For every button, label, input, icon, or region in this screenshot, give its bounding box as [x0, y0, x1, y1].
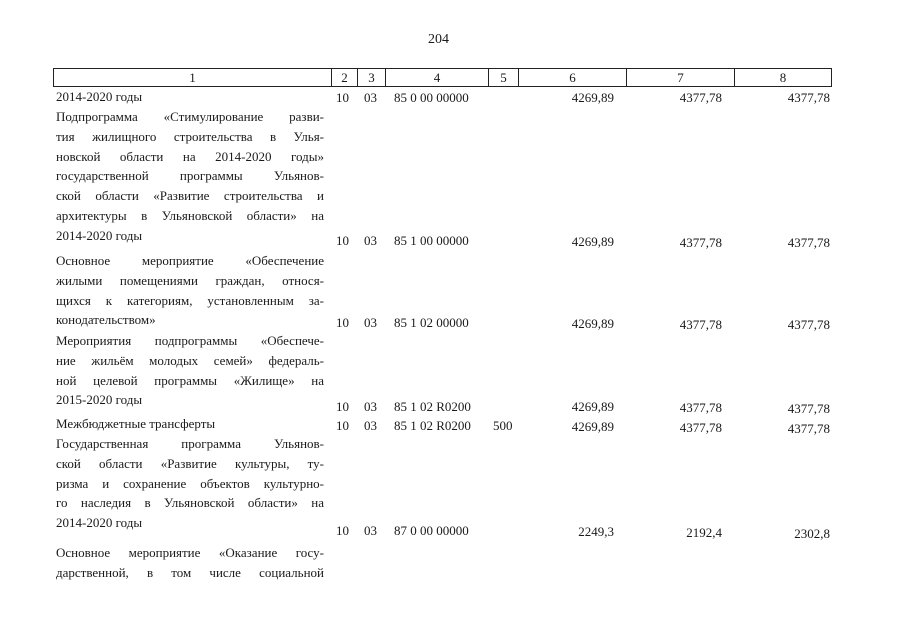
description-line: Мероприятия подпрограммы «Обеспече-	[56, 333, 324, 348]
description-line: конодательством»	[56, 312, 156, 328]
description-line: Основное мероприятие «Обеспечение	[56, 253, 324, 268]
description-line: 2015-2020 годы	[56, 392, 143, 408]
cell-amount-3: 2302,8	[794, 526, 830, 541]
cell-amount-1: 4269,89	[571, 90, 614, 105]
description-line: го наследия в Ульяновской области» на	[56, 495, 324, 511]
cell-section: 10	[336, 523, 349, 538]
cell-subsection: 03	[364, 523, 377, 538]
cell-amount-3: 4377,78	[787, 401, 830, 416]
cell-amount-2: 4377,78	[679, 420, 722, 435]
header-col-4: 4	[433, 70, 441, 85]
cell-amount-3: 4377,78	[787, 235, 830, 250]
description-line: новской области на 2014-2020 годы»	[56, 148, 324, 164]
row-description	[56, 107, 324, 246]
row-description	[56, 251, 324, 330]
description-line: государственной программы Ульянов-	[56, 168, 324, 184]
cell-amount-2: 4377,78	[679, 317, 722, 332]
header-col-8: 8	[779, 70, 787, 85]
description-line: ской области «Развитие строительства и	[56, 188, 324, 204]
cell-amount-1: 4269,89	[571, 419, 614, 434]
description-line: щихся к категориям, установленным за-	[56, 292, 324, 308]
description-line: архитектуры в Ульяновской области» на	[56, 207, 324, 223]
cell-amount-2: 4377,78	[679, 400, 722, 415]
description-line: Подпрограмма «Стимулирование разви-	[56, 109, 324, 124]
cell-amount-3: 4377,78	[787, 90, 830, 105]
cell-amount-3: 4377,78	[787, 421, 830, 436]
description-line: ной целевой программы «Жилище» на	[56, 372, 324, 388]
cell-amount-1: 4269,89	[571, 316, 614, 331]
cell-section: 10	[336, 399, 349, 414]
cell-subsection: 03	[364, 233, 377, 248]
cell-section: 10	[336, 90, 349, 105]
header-col-6: 6	[569, 70, 576, 85]
description-line: дарственной, в том числе социальной	[56, 564, 324, 580]
header-col-7: 7	[677, 70, 684, 85]
row-description	[56, 434, 324, 533]
description-line: Межбюджетные трансферты	[56, 416, 216, 431]
cell-target-article: 85 0 00 00000	[394, 90, 469, 105]
header-col-1: 1	[189, 70, 196, 85]
cell-expense-type: 500	[493, 418, 513, 433]
header-col-5: 5	[500, 70, 507, 85]
cell-section: 10	[336, 315, 349, 330]
description-line: ризма и сохранение объектов культурно-	[56, 475, 324, 491]
cell-section: 10	[336, 418, 349, 433]
cell-subsection: 03	[364, 399, 377, 414]
description-line: ской области «Развитие культуры, ту-	[56, 455, 324, 471]
description-line: Государственная программа Ульянов-	[56, 436, 324, 451]
description-line: Основное мероприятие «Оказание госу-	[56, 545, 324, 560]
row-description	[56, 543, 324, 583]
cell-amount-2: 4377,78	[679, 90, 722, 105]
description-line: 2014-2020 годы	[56, 227, 143, 243]
cell-amount-1: 4269,89	[571, 399, 614, 414]
cell-target-article: 85 1 02 R0200	[394, 399, 471, 414]
cell-amount-1: 4269,89	[571, 234, 614, 249]
cell-target-article: 85 1 02 00000	[394, 315, 469, 330]
row-description	[56, 331, 324, 410]
cell-target-article: 87 0 00 00000	[394, 523, 469, 538]
page-number: 204	[428, 32, 449, 47]
cell-subsection: 03	[364, 90, 377, 105]
description-line: ние жильём молодых семей» федераль-	[56, 352, 324, 368]
row-description	[56, 414, 324, 434]
cell-amount-2: 4377,78	[679, 235, 722, 250]
header-col-3: 3	[368, 70, 375, 85]
cell-subsection: 03	[364, 315, 377, 330]
description-line: 2014-2020 годы	[56, 89, 143, 104]
cell-target-article: 85 1 02 R0200	[394, 418, 471, 433]
cell-section: 10	[336, 233, 349, 248]
description-line: тия жилищного строительства в Улья-	[56, 128, 324, 144]
cell-amount-2: 2192,4	[686, 525, 722, 540]
description-line: жилыми помещениями граждан, относя-	[56, 272, 324, 288]
cell-subsection: 03	[364, 418, 377, 433]
cell-amount-1: 2249,3	[578, 524, 614, 539]
cell-target-article: 85 1 00 00000	[394, 233, 469, 248]
description-line: 2014-2020 годы	[56, 515, 143, 531]
cell-amount-3: 4377,78	[787, 317, 830, 332]
row-description	[56, 87, 324, 107]
header-col-2: 2	[341, 70, 348, 85]
